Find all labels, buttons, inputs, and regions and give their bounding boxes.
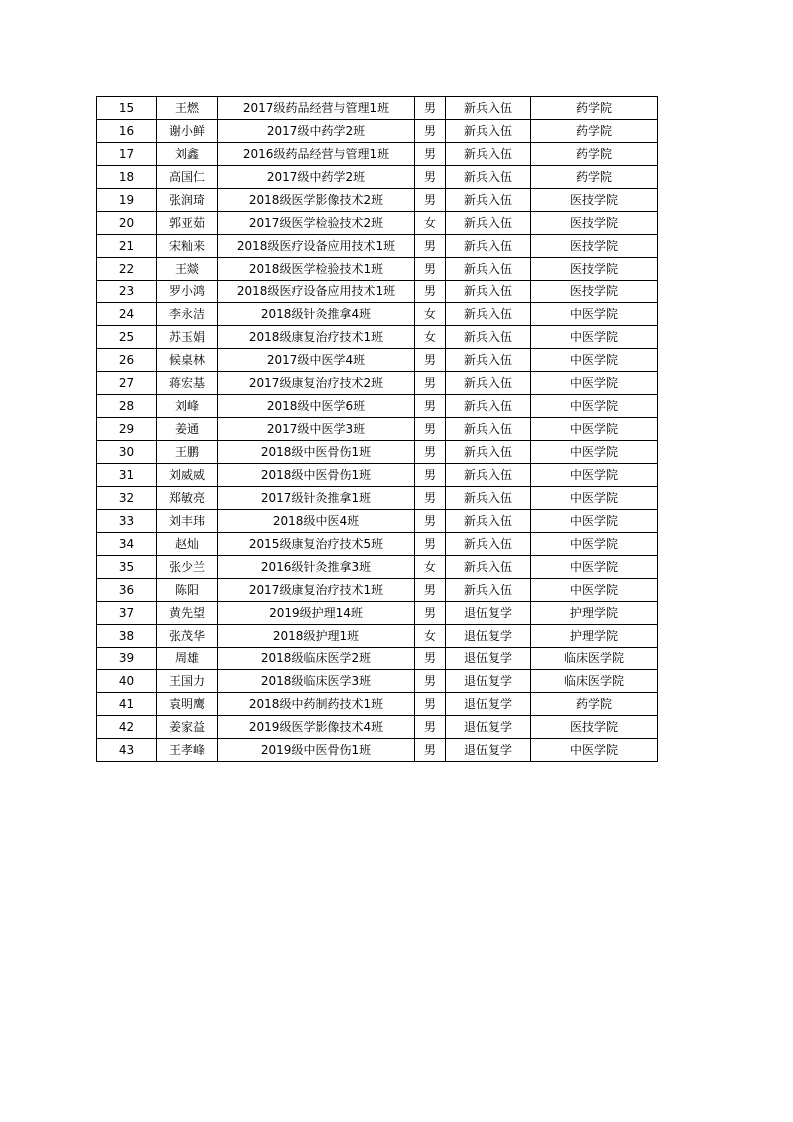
row-number-cell: 38: [97, 624, 157, 647]
student-name-cell: 王燚: [157, 257, 218, 280]
row-number-cell: 18: [97, 165, 157, 188]
row-number-cell: 34: [97, 532, 157, 555]
row-number-cell: 30: [97, 441, 157, 464]
college-cell: 药学院: [531, 97, 658, 120]
row-number-cell: 23: [97, 280, 157, 303]
row-number-cell: 42: [97, 716, 157, 739]
row-number-cell: 15: [97, 97, 157, 120]
row-number-cell: 37: [97, 601, 157, 624]
class-name-cell: 2017级中医学4班: [218, 349, 415, 372]
gender-cell: 男: [415, 486, 446, 509]
gender-cell: 男: [415, 509, 446, 532]
table-row: [97, 693, 658, 716]
enlistment-type-cell: 新兵入伍: [446, 303, 531, 326]
class-name-cell: 2018级医学影像技术2班: [218, 188, 415, 211]
student-name-cell: 王国力: [157, 670, 218, 693]
gender-cell: 男: [415, 739, 446, 762]
gender-cell: 男: [415, 441, 446, 464]
gender-cell: 女: [415, 326, 446, 349]
row-number-cell: 33: [97, 509, 157, 532]
college-cell: 中医学院: [531, 326, 658, 349]
college-cell: 医技学院: [531, 234, 658, 257]
gender-cell: 男: [415, 119, 446, 142]
college-cell: 中医学院: [531, 418, 658, 441]
class-name-cell: 2017级中药学2班: [218, 165, 415, 188]
gender-cell: 男: [415, 532, 446, 555]
college-cell: 药学院: [531, 142, 658, 165]
table-row: [97, 211, 658, 234]
table-row: [97, 97, 658, 120]
class-name-cell: 2018级中医学6班: [218, 395, 415, 418]
row-number-cell: 32: [97, 486, 157, 509]
table-row: [97, 486, 658, 509]
student-name-cell: 郑敏亮: [157, 486, 218, 509]
student-name-cell: 李永洁: [157, 303, 218, 326]
college-cell: 护理学院: [531, 624, 658, 647]
class-name-cell: 2018级中药制药技术1班: [218, 693, 415, 716]
class-name-cell: 2017级康复治疗技术1班: [218, 578, 415, 601]
class-name-cell: 2018级医疗设备应用技术1班: [218, 234, 415, 257]
table-row: [97, 303, 658, 326]
enlistment-type-cell: 新兵入伍: [446, 326, 531, 349]
enlistment-type-cell: 退伍复学: [446, 624, 531, 647]
student-name-cell: 高国仁: [157, 165, 218, 188]
college-cell: 中医学院: [531, 578, 658, 601]
enlistment-type-cell: 新兵入伍: [446, 578, 531, 601]
student-name-cell: 姜通: [157, 418, 218, 441]
enlistment-type-cell: 新兵入伍: [446, 464, 531, 487]
gender-cell: 男: [415, 578, 446, 601]
class-name-cell: 2019级医学影像技术4班: [218, 716, 415, 739]
class-name-cell: 2017级康复治疗技术2班: [218, 372, 415, 395]
student-name-cell: 周雄: [157, 647, 218, 670]
row-number-cell: 22: [97, 257, 157, 280]
row-number-cell: 43: [97, 739, 157, 762]
student-name-cell: 罗小鸿: [157, 280, 218, 303]
table-row: [97, 624, 658, 647]
college-cell: 中医学院: [531, 739, 658, 762]
enlistment-type-cell: 新兵入伍: [446, 349, 531, 372]
gender-cell: 男: [415, 464, 446, 487]
row-number-cell: 21: [97, 234, 157, 257]
row-number-cell: 20: [97, 211, 157, 234]
row-number-cell: 19: [97, 188, 157, 211]
enlistment-type-cell: 新兵入伍: [446, 257, 531, 280]
student-name-cell: 候桌林: [157, 349, 218, 372]
student-name-cell: 袁明鹰: [157, 693, 218, 716]
table-row: [97, 188, 658, 211]
gender-cell: 男: [415, 349, 446, 372]
class-name-cell: 2016级药品经营与管理1班: [218, 142, 415, 165]
table-row: [97, 441, 658, 464]
college-cell: 中医学院: [531, 441, 658, 464]
student-name-cell: 张茂华: [157, 624, 218, 647]
table-row: [97, 234, 658, 257]
student-name-cell: 陈阳: [157, 578, 218, 601]
class-name-cell: 2017级医学检验技术2班: [218, 211, 415, 234]
enlistment-type-cell: 新兵入伍: [446, 418, 531, 441]
table-row: [97, 578, 658, 601]
row-number-cell: 31: [97, 464, 157, 487]
enlistment-type-cell: 新兵入伍: [446, 165, 531, 188]
gender-cell: 男: [415, 234, 446, 257]
gender-cell: 男: [415, 647, 446, 670]
row-number-cell: 16: [97, 119, 157, 142]
table-row: [97, 165, 658, 188]
college-cell: 药学院: [531, 165, 658, 188]
table-row: [97, 395, 658, 418]
row-number-cell: 27: [97, 372, 157, 395]
gender-cell: 女: [415, 303, 446, 326]
student-name-cell: 王孝峰: [157, 739, 218, 762]
student-roster-table: [96, 96, 658, 762]
student-name-cell: 郭亚茹: [157, 211, 218, 234]
college-cell: 医技学院: [531, 257, 658, 280]
college-cell: 临床医学院: [531, 647, 658, 670]
student-name-cell: 王燃: [157, 97, 218, 120]
college-cell: 护理学院: [531, 601, 658, 624]
table-row: [97, 647, 658, 670]
table-row: [97, 372, 658, 395]
enlistment-type-cell: 新兵入伍: [446, 395, 531, 418]
row-number-cell: 25: [97, 326, 157, 349]
student-name-cell: 刘鑫: [157, 142, 218, 165]
class-name-cell: 2018级康复治疗技术1班: [218, 326, 415, 349]
enlistment-type-cell: 新兵入伍: [446, 234, 531, 257]
table-row: [97, 739, 658, 762]
student-name-cell: 姜家益: [157, 716, 218, 739]
row-number-cell: 40: [97, 670, 157, 693]
row-number-cell: 17: [97, 142, 157, 165]
row-number-cell: 41: [97, 693, 157, 716]
table-row: [97, 670, 658, 693]
enlistment-type-cell: 新兵入伍: [446, 280, 531, 303]
enlistment-type-cell: 退伍复学: [446, 739, 531, 762]
row-number-cell: 39: [97, 647, 157, 670]
gender-cell: 男: [415, 693, 446, 716]
gender-cell: 女: [415, 555, 446, 578]
student-name-cell: 赵灿: [157, 532, 218, 555]
enlistment-type-cell: 新兵入伍: [446, 211, 531, 234]
table-row: [97, 555, 658, 578]
college-cell: 中医学院: [531, 464, 658, 487]
enlistment-type-cell: 新兵入伍: [446, 142, 531, 165]
student-name-cell: 宋籼来: [157, 234, 218, 257]
college-cell: 中医学院: [531, 555, 658, 578]
class-name-cell: 2018级临床医学3班: [218, 670, 415, 693]
class-name-cell: 2019级护理14班: [218, 601, 415, 624]
gender-cell: 男: [415, 601, 446, 624]
college-cell: 中医学院: [531, 486, 658, 509]
table-row: [97, 280, 658, 303]
class-name-cell: 2018级中医骨伤1班: [218, 464, 415, 487]
table-row: [97, 509, 658, 532]
class-name-cell: 2018级医学检验技术1班: [218, 257, 415, 280]
gender-cell: 男: [415, 372, 446, 395]
college-cell: 中医学院: [531, 532, 658, 555]
gender-cell: 男: [415, 142, 446, 165]
college-cell: 临床医学院: [531, 670, 658, 693]
gender-cell: 男: [415, 165, 446, 188]
class-name-cell: 2016级针灸推拿3班: [218, 555, 415, 578]
student-name-cell: 张润琦: [157, 188, 218, 211]
table-row: [97, 418, 658, 441]
enlistment-type-cell: 新兵入伍: [446, 372, 531, 395]
college-cell: 医技学院: [531, 280, 658, 303]
class-name-cell: 2017级中药学2班: [218, 119, 415, 142]
row-number-cell: 28: [97, 395, 157, 418]
table-row: [97, 257, 658, 280]
row-number-cell: 26: [97, 349, 157, 372]
enlistment-type-cell: 新兵入伍: [446, 188, 531, 211]
college-cell: 医技学院: [531, 188, 658, 211]
class-name-cell: 2018级护理1班: [218, 624, 415, 647]
student-name-cell: 王鹏: [157, 441, 218, 464]
roster-body: [97, 97, 658, 762]
class-name-cell: 2018级中医4班: [218, 509, 415, 532]
class-name-cell: 2018级针灸推拿4班: [218, 303, 415, 326]
college-cell: 药学院: [531, 119, 658, 142]
row-number-cell: 35: [97, 555, 157, 578]
class-name-cell: 2018级医疗设备应用技术1班: [218, 280, 415, 303]
class-name-cell: 2018级临床医学2班: [218, 647, 415, 670]
gender-cell: 男: [415, 188, 446, 211]
student-name-cell: 刘威威: [157, 464, 218, 487]
enlistment-type-cell: 新兵入伍: [446, 97, 531, 120]
table-row: [97, 601, 658, 624]
table-row: [97, 119, 658, 142]
college-cell: 中医学院: [531, 303, 658, 326]
gender-cell: 男: [415, 280, 446, 303]
row-number-cell: 24: [97, 303, 157, 326]
gender-cell: 男: [415, 97, 446, 120]
college-cell: 中医学院: [531, 349, 658, 372]
gender-cell: 女: [415, 624, 446, 647]
college-cell: 中医学院: [531, 372, 658, 395]
enlistment-type-cell: 退伍复学: [446, 670, 531, 693]
class-name-cell: 2015级康复治疗技术5班: [218, 532, 415, 555]
college-cell: 药学院: [531, 693, 658, 716]
enlistment-type-cell: 新兵入伍: [446, 441, 531, 464]
class-name-cell: 2019级中医骨伤1班: [218, 739, 415, 762]
college-cell: 中医学院: [531, 395, 658, 418]
gender-cell: 男: [415, 716, 446, 739]
table-row: [97, 326, 658, 349]
student-name-cell: 张少兰: [157, 555, 218, 578]
class-name-cell: 2017级中医学3班: [218, 418, 415, 441]
gender-cell: 男: [415, 395, 446, 418]
student-name-cell: 蒋宏基: [157, 372, 218, 395]
enlistment-type-cell: 新兵入伍: [446, 486, 531, 509]
student-name-cell: 苏玉娟: [157, 326, 218, 349]
table-row: [97, 142, 658, 165]
enlistment-type-cell: 退伍复学: [446, 716, 531, 739]
enlistment-type-cell: 新兵入伍: [446, 119, 531, 142]
college-cell: 医技学院: [531, 716, 658, 739]
table-row: [97, 716, 658, 739]
enlistment-type-cell: 退伍复学: [446, 693, 531, 716]
enlistment-type-cell: 退伍复学: [446, 647, 531, 670]
class-name-cell: 2017级针灸推拿1班: [218, 486, 415, 509]
college-cell: 医技学院: [531, 211, 658, 234]
gender-cell: 女: [415, 211, 446, 234]
enlistment-type-cell: 新兵入伍: [446, 532, 531, 555]
table-row: [97, 464, 658, 487]
student-name-cell: 刘峰: [157, 395, 218, 418]
student-name-cell: 黄先望: [157, 601, 218, 624]
row-number-cell: 29: [97, 418, 157, 441]
class-name-cell: 2017级药品经营与管理1班: [218, 97, 415, 120]
table-row: [97, 349, 658, 372]
class-name-cell: 2018级中医骨伤1班: [218, 441, 415, 464]
student-name-cell: 刘丰玮: [157, 509, 218, 532]
gender-cell: 男: [415, 670, 446, 693]
gender-cell: 男: [415, 418, 446, 441]
enlistment-type-cell: 退伍复学: [446, 601, 531, 624]
college-cell: 中医学院: [531, 509, 658, 532]
row-number-cell: 36: [97, 578, 157, 601]
gender-cell: 男: [415, 257, 446, 280]
enlistment-type-cell: 新兵入伍: [446, 509, 531, 532]
enlistment-type-cell: 新兵入伍: [446, 555, 531, 578]
table-row: [97, 532, 658, 555]
student-name-cell: 谢小鲜: [157, 119, 218, 142]
